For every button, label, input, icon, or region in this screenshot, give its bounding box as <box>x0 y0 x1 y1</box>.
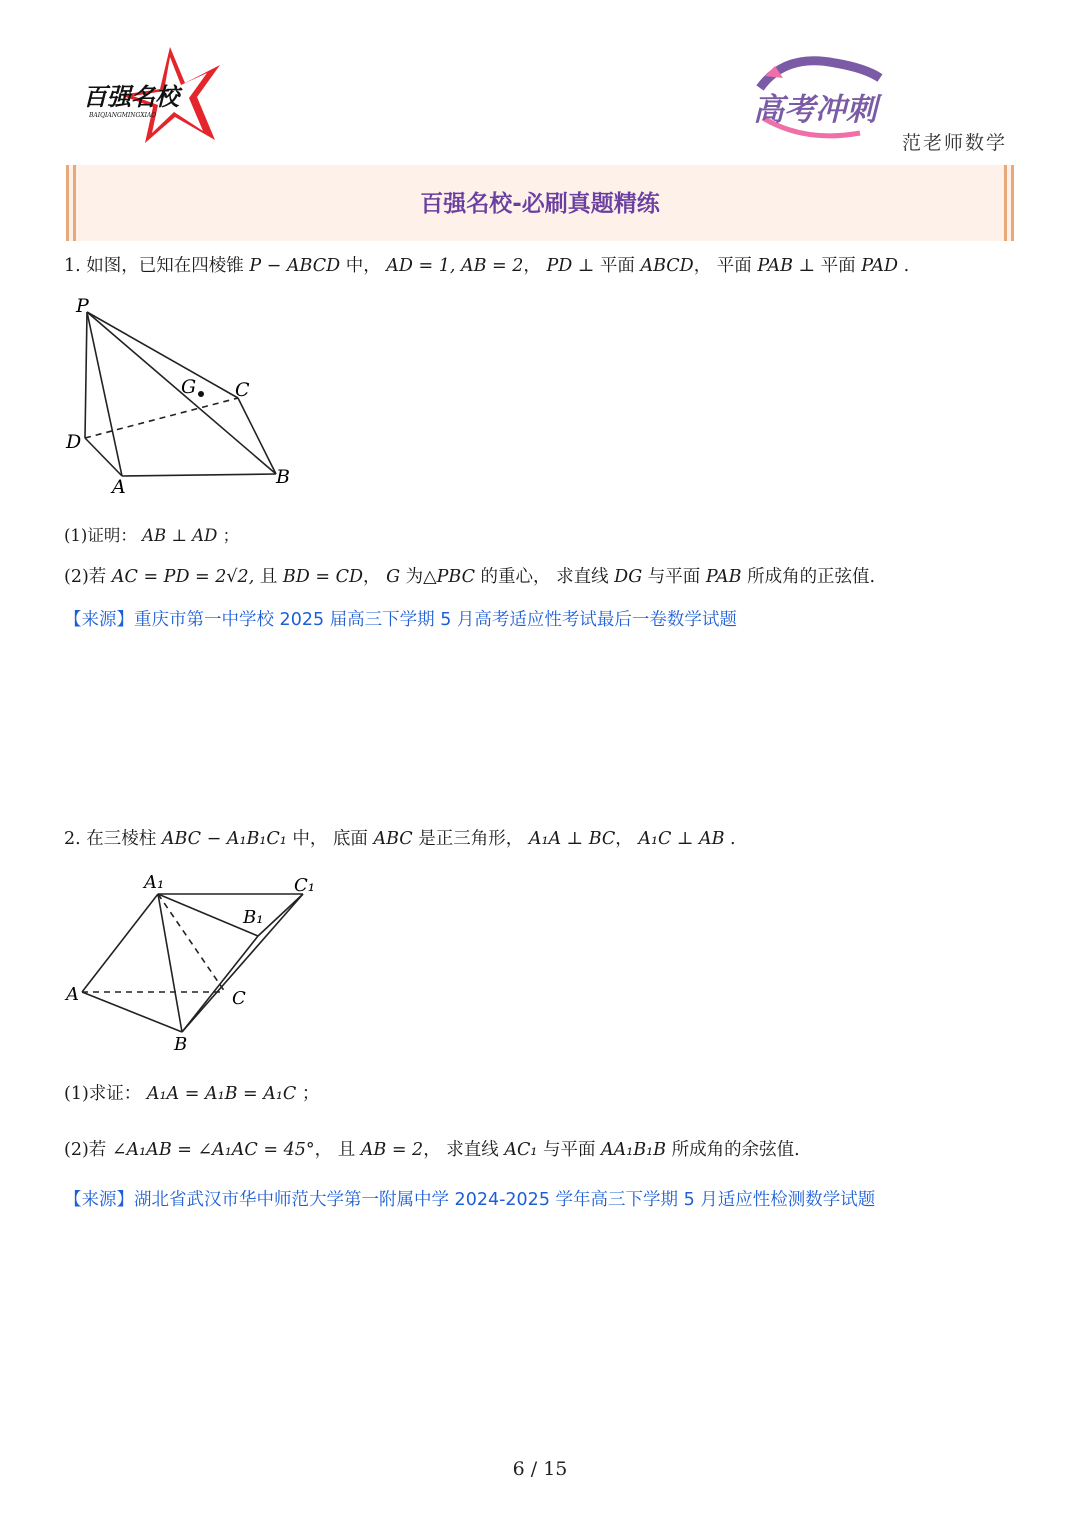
q2-stem: 2. 在三棱柱 ABC − A₁B₁C₁ 中， 底面 ABC 是正三角形， A₁A ⊥ BC， A₁C ⊥ AB . <box>64 829 736 849</box>
q1-stem: 1. 如图，已知在四棱锥 P − ABCD 中， AD = 1, AB = 2， PD ⊥ 平面 ABCD， 平面 PAB ⊥ 平面 PAD . <box>64 256 910 276</box>
gaokao-logo <box>745 48 895 143</box>
q1-part2: (2)若 AC = PD = 2√2, 且 BD = CD， G 为△PBC 的重心， 求直线 DG 与平面 PAB 所成角的正弦值. <box>64 567 876 587</box>
label-D: D <box>66 431 82 453</box>
baiqiang-logo <box>75 45 225 145</box>
teacher-name: 范老师数学 <box>902 132 1008 154</box>
label-A1: A₁ <box>144 872 165 893</box>
label-G: G <box>181 376 197 398</box>
q2-part1: (1)求证： A₁A = A₁B = A₁C ； <box>64 1084 320 1104</box>
logo-left-sub: BAIQIANGMINGXIAO <box>89 112 157 119</box>
label-C: C <box>232 988 246 1009</box>
banner-title: 百强名校-必刷真题精练 <box>420 191 660 217</box>
q2-source: 【来源】湖北省武汉市华中师范大学第一附属中学 2024-2025 学年高三下学期 5 月适应性检测数学试题 <box>64 1190 876 1210</box>
label-B: B <box>276 466 290 488</box>
q2-prism-figure <box>60 866 330 1061</box>
title-banner <box>66 165 1014 241</box>
q1-part1: (1)证明： AB ⊥ AD ； <box>64 526 240 545</box>
label-B: B <box>174 1034 188 1055</box>
label-P: P <box>76 295 89 317</box>
label-C1: C₁ <box>294 875 315 896</box>
q1-source: 【来源】重庆市第一中学校 2025 届高三下学期 5 月高考适应性考试最后一卷数学试题 <box>64 610 737 630</box>
page-number: 6 / 15 <box>512 1458 568 1480</box>
q2-part2: (2)若 ∠A₁AB = ∠A₁AC = 45°， 且 AB = 2， 求直线 AC₁ 与平面 AA₁B₁B 所成角的余弦值. <box>64 1140 800 1160</box>
logo-right-text: 高考冲刺 <box>753 92 877 128</box>
label-B1: B₁ <box>243 907 264 928</box>
label-A: A <box>66 984 79 1005</box>
label-C: C <box>235 379 250 401</box>
q1-pyramid-figure <box>60 290 300 500</box>
label-A: A <box>112 476 126 498</box>
logo-left-text: 百强名校 <box>83 82 179 111</box>
